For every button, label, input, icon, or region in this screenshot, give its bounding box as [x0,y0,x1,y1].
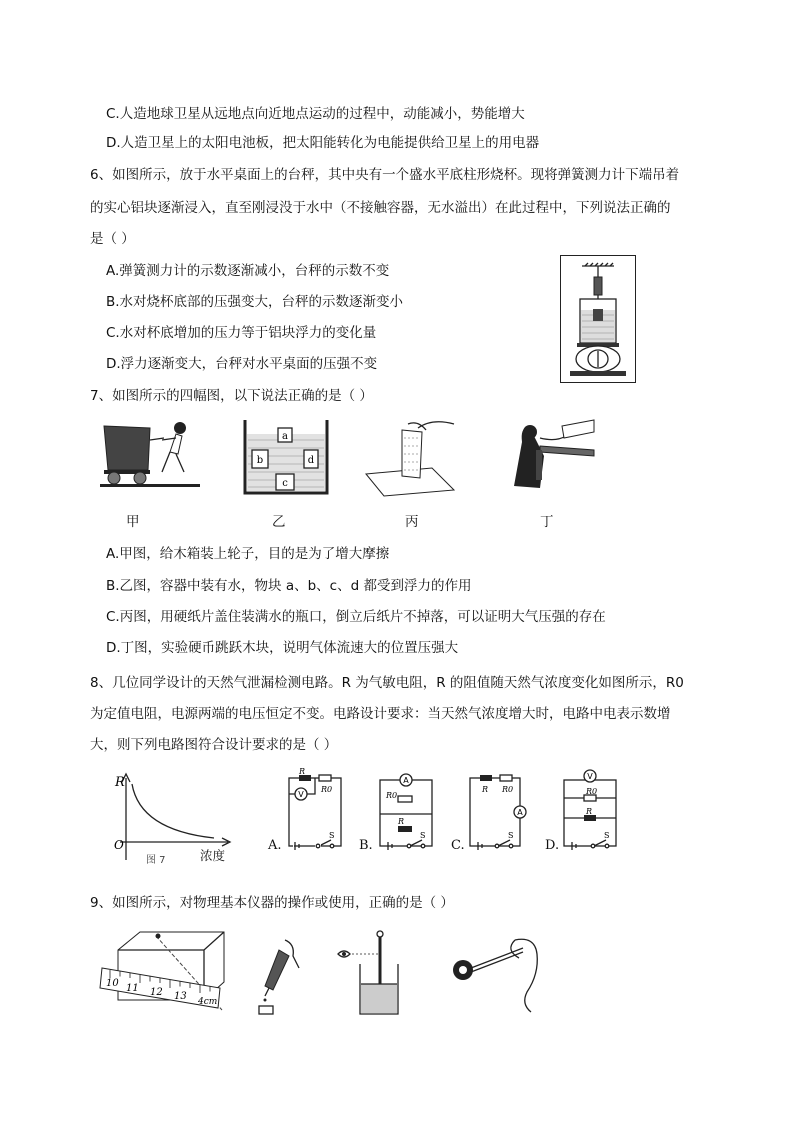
q8-circuit-b-r0: R0 [386,791,398,800]
q9-ruler-tick-10: 10 [106,978,119,989]
q6-stem-line1: 6、如图所示，放于水平桌面上的台秤，其中央有一个盛水平底柱形烧杯。现将弹簧测力计下端吊着 [90,167,680,183]
q6-stem-line3: 是（ ） [90,231,135,247]
q8-circuit-a [285,767,345,852]
q7-figure-bing [362,416,462,496]
q8-circuit-a-voltmeter: V [298,790,304,799]
q7-figure-yi [242,420,330,496]
q9-stem: 9、如图所示，对物理基本仪器的操作或使用，正确的是（ ） [90,895,454,911]
q8-circuit-d [560,768,622,852]
q8-circuit-b-switch: S [420,831,426,840]
q8-circuit-d-voltmeter: V [587,772,593,781]
q8-circuit-c [466,772,530,852]
q7-block-b: b [256,455,264,466]
q7-block-c: c [282,478,288,489]
q8-option-d-label: D. [545,838,560,853]
q8-graph-xlabel: 浓度 [200,848,226,863]
q9-thermometer-figure [334,928,400,1016]
q5-option-c: C.人造地球卫星从远地点向近地点运动的过程中，动能减小，势能增大 [106,106,525,122]
q8-circuit-c-r: R [482,785,489,794]
q9-ruler-tick-12: 12 [150,987,163,998]
q9-balance-tweezers-figure [445,934,545,1014]
q7-caption-ding: 丁 [540,514,554,530]
q9-ruler-tick-13: 13 [174,991,187,1002]
q8-circuit-b-ammeter: A [403,776,409,785]
q8-circuit-d-r0: R0 [586,787,598,796]
q9-dropper-figure [255,938,305,1018]
q8-graph-ylabel: R [115,775,125,790]
q8-circuit-c-ammeter: A [517,808,523,817]
q8-stem-line3: 大，则下列电路图符合设计要求的是（ ） [90,737,338,753]
q6-option-d: D.浮力逐渐变大，台秤对水平桌面的压强不变 [106,356,378,372]
q7-caption-yi: 乙 [272,514,286,530]
q7-stem: 7、如图所示的四幅图，以下说法正确的是（ ） [90,388,373,404]
q9-ruler-tick-4cm: 4cm [198,997,218,1007]
q8-circuit-b [376,772,436,852]
q7-option-c: C.丙图，用硬纸片盖住装满水的瓶口，倒立后纸片不掉落，可以证明大气压强的存在 [106,609,606,625]
q6-scale-figure [560,255,636,383]
q8-option-b-label: B. [359,838,373,853]
q8-circuit-a-r0: R0 [321,785,333,794]
q8-circuit-c-r0: R0 [502,785,514,794]
q8-graph-figure-label: 图 7 [146,855,166,866]
q6-option-a: A.弹簧测力计的示数逐渐减小，台秤的示数不变 [106,263,390,279]
q8-circuit-c-switch: S [508,831,514,840]
q7-caption-bing: 丙 [405,514,419,530]
q7-figure-ding [500,416,596,496]
q7-caption-jia: 甲 [126,514,140,530]
q8-circuit-d-switch: S [604,831,610,840]
q8-circuit-a-r: R [299,767,306,776]
q8-circuit-b-r: R [398,817,405,826]
q9-ruler-tick-11: 11 [126,983,139,994]
q7-block-a: a [282,431,288,442]
q8-stem-line2: 为定值电阻，电源两端的电压恒定不变。电路设计要求：当天然气浓度增大时，电路中电表示数增 [90,706,671,722]
q9-ruler-block-figure [100,930,230,1016]
q8-graph-origin: O [114,838,124,852]
q7-option-d: D.丁图，实验硬币跳跃木块，说明气体流速大的位置压强大 [106,640,459,656]
q8-circuit-d-r: R [586,807,593,816]
q8-option-c-label: C. [451,838,465,853]
q8-circuit-a-switch: S [329,831,335,840]
q8-stem-line1: 8、几位同学设计的天然气泄漏检测电路。R 为气敏电阻，R 的阻值随天然气浓度变化如图所示，R0 [90,675,684,691]
q7-option-a: A.甲图，给木箱装上轮子，目的是为了增大摩擦 [106,546,390,562]
q6-stem-line2: 的实心铝块逐渐浸入，直至刚浸没于水中（不接触容器，无水溢出）在此过程中，下列说法正确的 [90,200,671,216]
q5-option-d: D.人造卫星上的太阳电池板，把太阳能转化为电能提供给卫星上的用电器 [106,135,540,151]
q6-option-c: C.水对杯底增加的压力等于铝块浮力的变化量 [106,325,377,341]
q7-block-d: d [307,455,315,466]
q7-option-b: B.乙图，容器中装有水，物块 a、b、c、d 都受到浮力的作用 [106,578,472,594]
q6-option-b: B.水对烧杯底部的压强变大，台秤的示数逐渐变小 [106,294,404,310]
q8-option-a-label: A. [268,838,282,853]
q7-figure-jia [100,418,200,490]
